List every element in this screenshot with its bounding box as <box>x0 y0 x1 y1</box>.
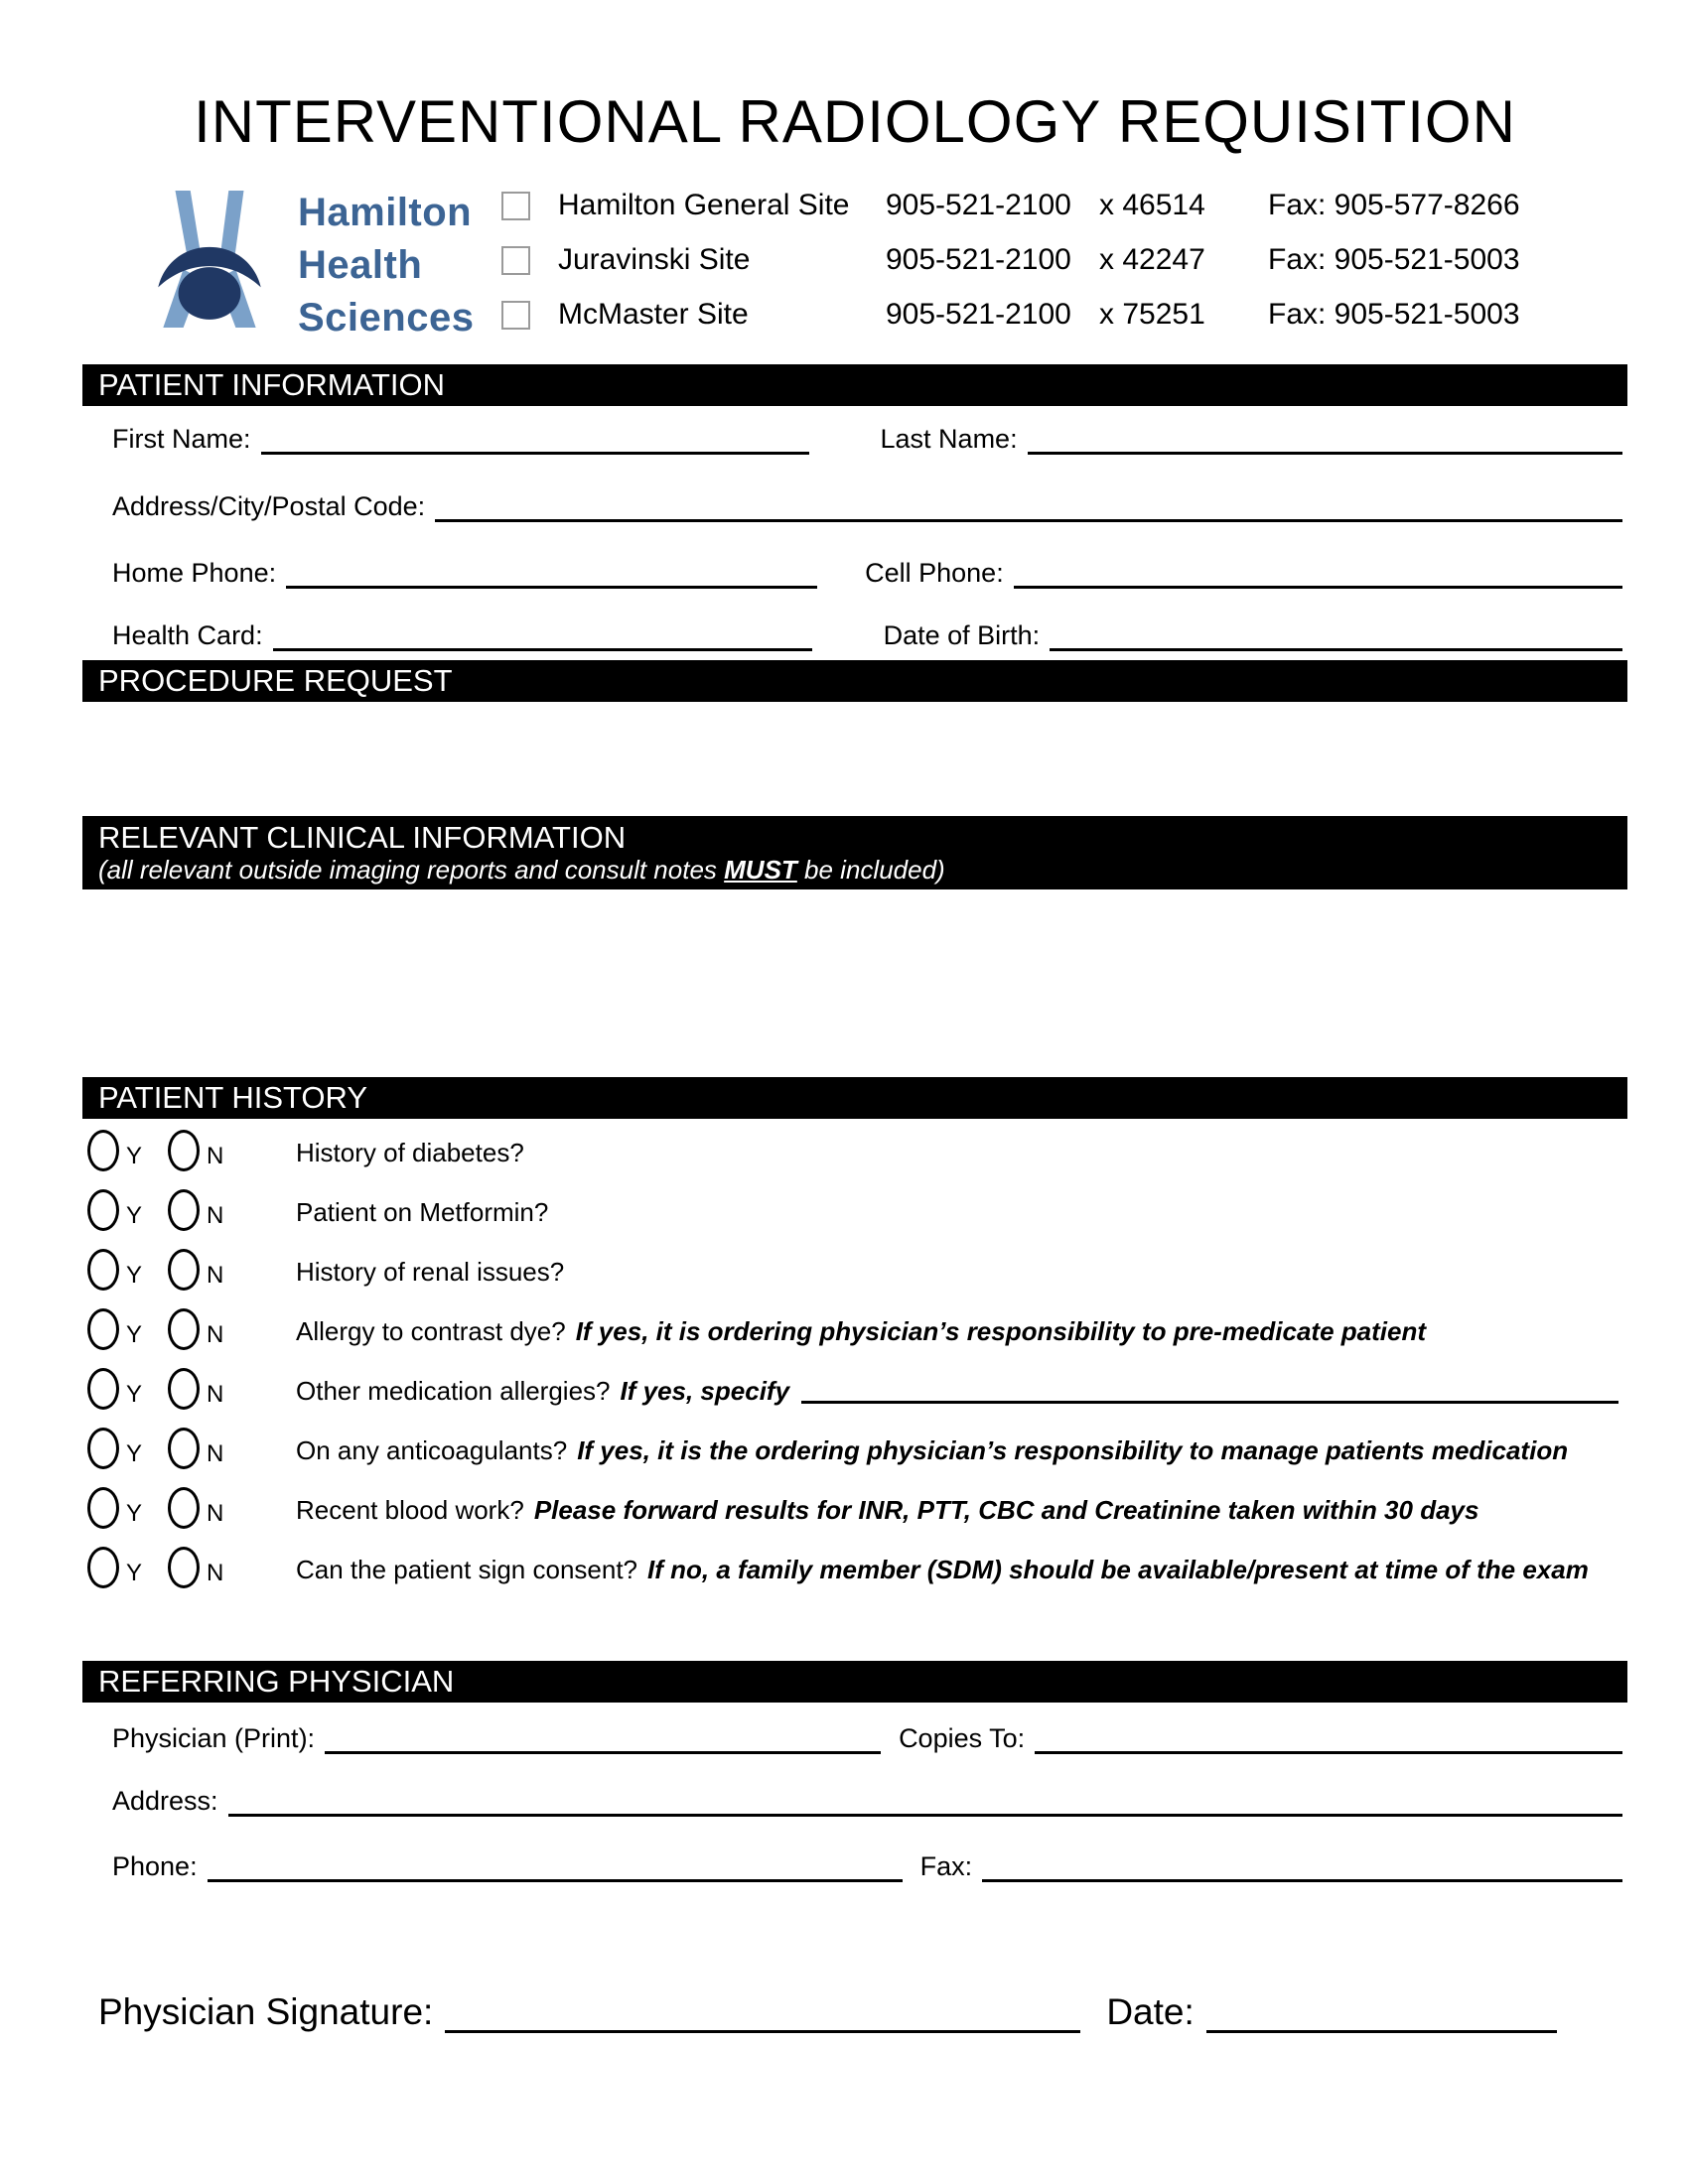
history-row-other-allergies <box>87 1368 1618 1410</box>
physician-address-label: Address: <box>112 1786 218 1816</box>
home-phone-input-line[interactable] <box>286 555 817 589</box>
site-row-hamilton-general <box>501 185 1520 226</box>
no-radio[interactable] <box>168 1428 200 1469</box>
yes-label: Y <box>126 1262 143 1289</box>
history-question: History of renal issues? <box>296 1257 565 1287</box>
note-text: be included) <box>796 854 945 885</box>
logo-word-hamilton: Hamilton <box>298 191 473 234</box>
home-phone-label: Home Phone: <box>112 558 277 588</box>
no-label: N <box>207 1321 224 1348</box>
history-question: Can the patient sign consent? <box>296 1555 638 1584</box>
health-card-label: Health Card: <box>112 620 263 650</box>
name-row <box>112 415 1622 455</box>
section-header-patient-history <box>82 1077 1627 1119</box>
last-name-label: Last Name: <box>880 424 1018 454</box>
date-label: Date: <box>1106 1991 1195 2032</box>
cell-phone-input-line[interactable] <box>1014 555 1622 589</box>
site-checkbox-juravinski[interactable] <box>501 246 530 275</box>
section-title: PROCEDURE REQUEST <box>98 663 453 698</box>
history-row-diabetes <box>87 1130 1618 1171</box>
history-question-note: If no, a family member (SDM) should be available/present at time of the exam <box>647 1555 1589 1584</box>
yes-radio[interactable] <box>87 1487 119 1529</box>
no-label: N <box>207 1560 224 1586</box>
section-title: PATIENT HISTORY <box>98 1080 368 1115</box>
site-fax: Fax: 905-577-8266 <box>1268 189 1520 221</box>
yes-radio[interactable] <box>87 1189 119 1231</box>
hhs-logo-wordmark <box>298 187 474 344</box>
history-question: History of diabetes? <box>296 1138 524 1167</box>
last-name-input-line[interactable] <box>1028 421 1622 455</box>
no-radio[interactable] <box>168 1368 200 1410</box>
physician-print-row <box>112 1714 1622 1754</box>
logo-word-health: Health <box>298 243 423 287</box>
physician-address-row <box>112 1777 1622 1817</box>
no-label: N <box>207 1262 224 1289</box>
no-radio[interactable] <box>168 1308 200 1350</box>
first-name-label: First Name: <box>112 424 251 454</box>
site-checkbox-mcmaster[interactable] <box>501 301 530 330</box>
no-radio[interactable] <box>168 1249 200 1291</box>
section-title: PATIENT INFORMATION <box>98 367 446 402</box>
history-question: Patient on Metformin? <box>296 1197 549 1227</box>
site-fax: Fax: 905-521-5003 <box>1268 243 1520 276</box>
history-question: Recent blood work? <box>296 1495 524 1525</box>
date-input-line[interactable] <box>1206 1993 1557 2033</box>
no-label: N <box>207 1143 224 1169</box>
yes-label: Y <box>126 1500 143 1527</box>
history-row-renal <box>87 1249 1618 1291</box>
physician-print-label: Physician (Print): <box>112 1723 316 1753</box>
site-row-mcmaster <box>501 294 1520 336</box>
dob-label: Date of Birth: <box>883 620 1041 650</box>
health-card-input-line[interactable] <box>273 617 812 651</box>
history-row-contrast-allergy <box>87 1308 1618 1350</box>
no-label: N <box>207 1381 224 1408</box>
site-row-juravinski <box>501 239 1520 281</box>
clinical-information-note <box>98 856 945 885</box>
cell-phone-label: Cell Phone: <box>865 558 1004 588</box>
site-selection <box>501 185 1520 348</box>
site-fax: Fax: 905-521-5003 <box>1268 298 1520 331</box>
site-phone: 905-521-2100 <box>886 298 1071 331</box>
history-question-note: If yes, specify <box>620 1376 790 1406</box>
copies-to-input-line[interactable] <box>1035 1720 1622 1754</box>
hhs-logo-icon <box>149 187 270 328</box>
address-row <box>112 482 1622 522</box>
history-question: Other medication allergies? <box>296 1376 611 1406</box>
yes-radio[interactable] <box>87 1308 119 1350</box>
site-checkbox-hamilton-general[interactable] <box>501 192 530 220</box>
history-question: On any anticoagulants? <box>296 1435 568 1465</box>
physician-fax-input-line[interactable] <box>982 1848 1622 1882</box>
signature-row <box>98 1985 1557 2033</box>
copies-to-label: Copies To: <box>899 1723 1026 1753</box>
yes-radio[interactable] <box>87 1547 119 1588</box>
physician-signature-input-line[interactable] <box>445 1993 1080 2033</box>
yes-label: Y <box>126 1143 143 1169</box>
section-header-procedure-request <box>82 660 1627 702</box>
site-label: Juravinski Site <box>558 243 751 276</box>
yes-label: Y <box>126 1321 143 1348</box>
history-row-sign-consent <box>87 1547 1618 1588</box>
section-title: RELEVANT CLINICAL INFORMATION <box>98 820 627 856</box>
physician-phone-input-line[interactable] <box>208 1848 903 1882</box>
form-title: INTERVENTIONAL RADIOLOGY REQUISITION <box>194 88 1516 155</box>
first-name-input-line[interactable] <box>261 421 809 455</box>
no-radio[interactable] <box>168 1547 200 1588</box>
history-row-blood-work <box>87 1487 1618 1529</box>
phone-row <box>112 549 1622 589</box>
site-phone: 905-521-2100 <box>886 189 1071 221</box>
history-row-metformin <box>87 1189 1618 1231</box>
yes-radio[interactable] <box>87 1428 119 1469</box>
physician-phone-row <box>112 1843 1622 1882</box>
dob-input-line[interactable] <box>1050 617 1622 651</box>
section-header-referring-physician <box>82 1661 1627 1703</box>
yes-label: Y <box>126 1440 143 1467</box>
physician-phone-label: Phone: <box>112 1851 198 1881</box>
note-emphasis: MUST <box>724 854 797 885</box>
section-header-patient-information <box>82 364 1627 406</box>
site-extension: x 46514 <box>1099 189 1205 221</box>
yes-label: Y <box>126 1381 143 1408</box>
note-text: (all relevant outside imaging reports and consult notes <box>98 854 725 885</box>
physician-signature-label: Physician Signature: <box>98 1991 434 2032</box>
yes-label: Y <box>126 1202 143 1229</box>
health-card-row <box>112 612 1622 651</box>
address-label: Address/City/Postal Code: <box>112 491 426 521</box>
site-label: Hamilton General Site <box>558 189 850 221</box>
history-question-note: If yes, it is ordering physician’s responsibility to pre-medicate patient <box>575 1316 1427 1346</box>
address-input-line[interactable] <box>435 488 1622 522</box>
history-row-anticoagulants <box>87 1428 1618 1469</box>
no-label: N <box>207 1202 224 1229</box>
no-label: N <box>207 1440 224 1467</box>
yes-radio[interactable] <box>87 1249 119 1291</box>
section-title: REFERRING PHYSICIAN <box>98 1664 455 1699</box>
history-question-note: Please forward results for INR, PTT, CBC and Creatinine taken within 30 days <box>533 1495 1479 1525</box>
physician-print-input-line[interactable] <box>325 1720 881 1754</box>
site-extension: x 75251 <box>1099 298 1205 331</box>
physician-address-input-line[interactable] <box>228 1783 1622 1817</box>
hhs-logo <box>149 187 474 344</box>
site-extension: x 42247 <box>1099 243 1205 276</box>
physician-fax-label: Fax: <box>919 1851 973 1881</box>
no-radio[interactable] <box>168 1189 200 1231</box>
yes-label: Y <box>126 1560 143 1586</box>
no-radio[interactable] <box>168 1130 200 1171</box>
logo-word-sciences: Sciences <box>298 296 475 340</box>
site-phone: 905-521-2100 <box>886 243 1071 276</box>
history-question: Allergy to contrast dye? <box>296 1316 566 1346</box>
yes-radio[interactable] <box>87 1130 119 1171</box>
no-label: N <box>207 1500 224 1527</box>
specify-input-line[interactable] <box>801 1401 1618 1404</box>
site-label: McMaster Site <box>558 298 749 331</box>
yes-radio[interactable] <box>87 1368 119 1410</box>
history-question-note: If yes, it is the ordering physician’s responsibility to manage patients medication <box>577 1435 1569 1465</box>
section-header-relevant-clinical-information <box>82 816 1627 889</box>
no-radio[interactable] <box>168 1487 200 1529</box>
